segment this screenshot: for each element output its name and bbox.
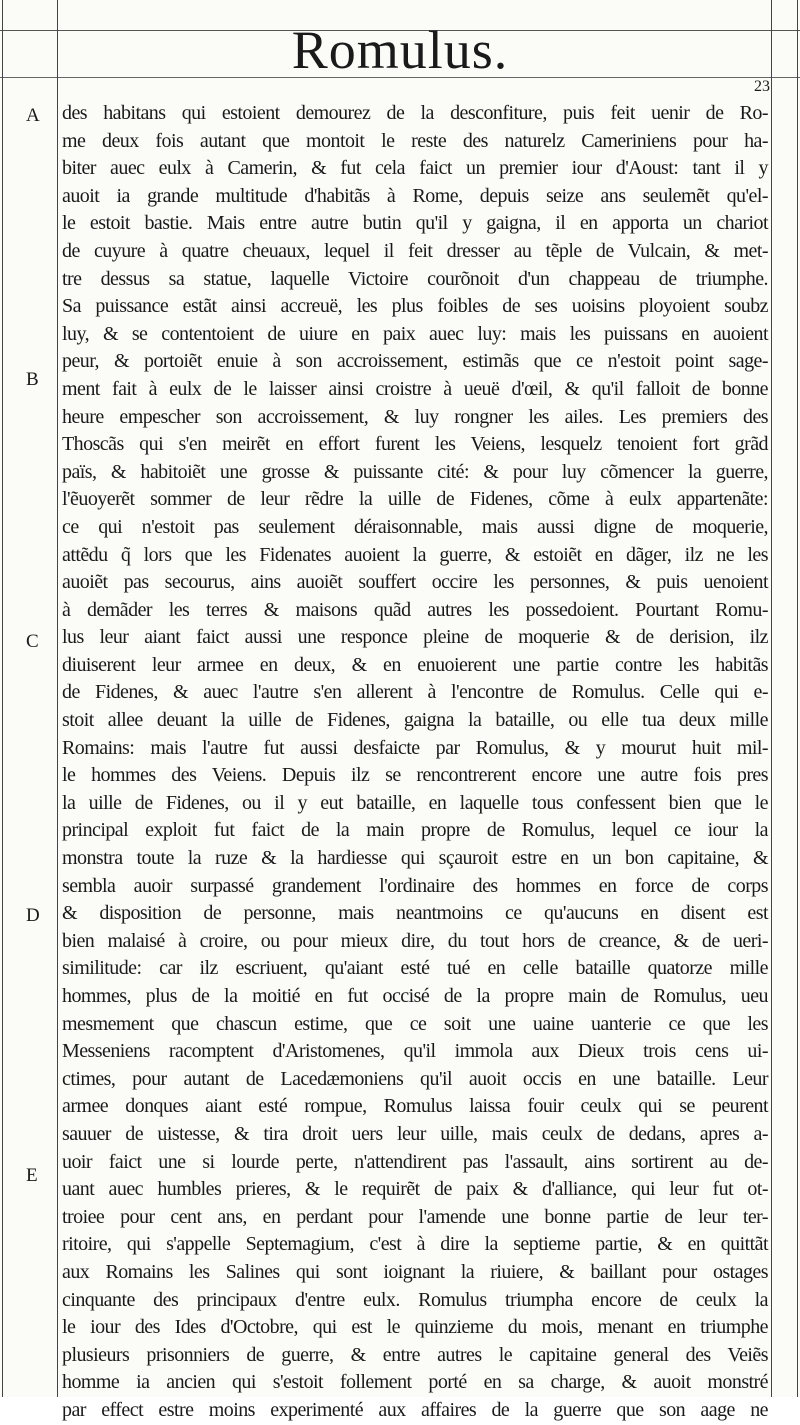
text-line: auoit ia grande multitude d'habitãs à Rome, depuis seize ans seulemẽt qu'el- xyxy=(62,184,768,207)
text-line: à demãder les terres & maisons quãd autres les possedoient. Pourtant Romu- xyxy=(62,598,768,621)
text-line: des habitans qui estoient demourez de la desconfiture, puis feit uenir de Ro- xyxy=(62,102,768,124)
text-line: le iour des Ides d'Octobre, qui est le quinzieme du mois, menant en triumphe xyxy=(62,1316,768,1339)
text-line: uoir faict une si lourde perte, n'attendirent pas l'assault, ains sortirent au de- xyxy=(62,1150,768,1173)
text-line: homme ia ancien qui s'estoit follement porté en sa charge, & auoit monstré xyxy=(62,1371,768,1394)
text-line: aux Romains les Salines qui sont ioignant la riuiere, & baillant pour ostages xyxy=(62,1260,768,1283)
text-line: armee donques aiant esté rompue, Romulus laissa fouir ceulx qui se peurent xyxy=(62,1095,768,1118)
text-line: ce qui n'estoit pas seulement déraisonnable, mais aussi digne de moquerie, xyxy=(62,515,768,538)
text-right-margin-line xyxy=(771,0,772,1397)
text-line: par effect estre moins experimenté aux affaires de la guerre que son aage ne xyxy=(62,1398,768,1421)
right-edge-line xyxy=(797,0,798,1397)
text-line: païs, & habitoiẽt une grosse & puissante cité: & pour luy cõmencer la guerre, xyxy=(62,460,768,483)
text-line: luy, & se contentoient de uiure en paix auec luy: mais les puissans en auoient xyxy=(62,322,768,345)
text-line: attẽdu q̃ lors que les Fidenates auoient la guerre, & estoiẽt en dãger, ilz ne les xyxy=(62,543,768,566)
text-line: ctimes, pour autant de Lacedæmoniens qu'il auoit occis en une bataille. Leur xyxy=(62,1067,768,1090)
text-line: de cuyure à quatre cheuaux, lequel il feit dresser au tẽple de Vulcain, & met- xyxy=(62,239,768,262)
text-line: plusieurs prisonniers de guerre, & entre autres le capitaine general des Veiẽs xyxy=(62,1343,768,1366)
page-number: 23 xyxy=(754,78,770,95)
text-line: mesmement que chascun estime, que ce soit une uaine uanterie ce que les xyxy=(62,1012,768,1035)
text-line: peur, & portoiẽt enuie à son accroissement, estimãs que ce n'estoit point sage- xyxy=(62,350,768,373)
text-line: heure empescher son accroissement, & luy rongner les ailes. Les premiers des xyxy=(62,405,768,428)
text-line: monstra toute la ruze & la hardiesse qui sçauroit estre en un bon capitaine, & xyxy=(62,847,768,870)
margin-marker-e: E xyxy=(26,1165,38,1186)
margin-marker-a: A xyxy=(26,105,40,126)
text-line: l'ẽuoyerẽt sommer de leur rẽdre la uille de Fidenes, cõme à eulx appartenãte: xyxy=(62,488,768,511)
text-line: tre dessus sa statue, laquelle Victoire courõnoit d'un chappeau de triumphe. xyxy=(62,267,768,290)
text-line: lus leur aiant faict aussi une responce pleine de moquerie & de derision, ilz xyxy=(62,626,768,649)
text-line: Sa puissance estãt ainsi accreuë, les plus foibles de ses uoisins ployoient soubz xyxy=(62,295,768,318)
body-text xyxy=(62,100,768,1425)
text-line: diuiserent leur armee en deux, & en enuoierent une partie contre les habitãs xyxy=(62,653,768,676)
margin-marker-b: B xyxy=(26,369,39,390)
text-line: me deux fois autant que montoit le reste des naturelz Cameriniens pour ha- xyxy=(62,129,768,152)
text-line: le estoit bastie. Mais entre autre butin qu'il y gaigna, il en apporta un chariot xyxy=(62,212,768,235)
text-line: Messeniens racomptent d'Aristomenes, qu'il immola aux Dieux trois cens ui- xyxy=(62,1040,768,1063)
text-line: sembla auoir surpassé grandement l'ordinaire des hommes en force de corps xyxy=(62,874,768,897)
text-line: de Fidenes, & auec l'autre s'en allerent à l'encontre de Romulus. Celle qui e- xyxy=(62,681,768,704)
text-line: similitude: car ilz escriuent, qu'aiant esté tué en celle bataille quatorze mille xyxy=(62,957,768,980)
text-line: cinquante des principaux d'entre eulx. Romulus triumpha encore de ceulx la xyxy=(62,1288,768,1311)
text-line: sauuer de uistesse, & tira droit uers leur uille, mais ceulx de dedans, apres a- xyxy=(62,1122,768,1145)
text-line: le hommes des Veiens. Depuis ilz se rencontrerent encore une autre fois pres xyxy=(62,764,768,787)
margin-marker-c: C xyxy=(26,631,39,652)
text-line: & disposition de personne, mais neantmoins ce qu'aucuns en disent est xyxy=(62,902,768,925)
text-line: stoit allee deuant la uille de Fidenes, gaigna la bataille, ou elle tua deux mille xyxy=(62,709,768,732)
text-line: uant auec humbles prieres, & le requirẽt de paix & d'alliance, qui leur fut ot- xyxy=(62,1178,768,1201)
text-line: Romains: mais l'autre fut aussi desfaicte par Romulus, & y mourut huit mil- xyxy=(62,736,768,759)
margin-marker-d: D xyxy=(26,905,40,926)
text-line: hommes, plus de la moitié en fut occisé de la propre main de Romulus, ueu xyxy=(62,985,768,1007)
text-line: auoiẽt pas secourus, ains auoiẽt souffert occire les personnes, & puis uenoient xyxy=(62,571,768,594)
left-edge-line xyxy=(2,0,3,1397)
text-line: biter auec eulx à Camerin, & fut cela faict un premier iour d'Aoust: tant il y xyxy=(62,157,768,180)
text-line: Thoscãs qui s'en meirẽt en effort furent les Veiens, lesquelz tenoient fort grãd xyxy=(62,433,768,456)
text-line: troiee pour cent ans, en perdant pour l'amende une bonne partie de leur ter- xyxy=(62,1205,768,1228)
text-line: principal exploit fut faict de la main propre de Romulus, lequel ce iour la xyxy=(62,819,768,842)
text-line: ment fait à eulx de le laisser ainsi croistre à ueuë d'œil, & qu'il falloit de bonne xyxy=(62,377,768,400)
text-line: la uille de Fidenes, ou il y eut bataille, en laquelle tous confessent bien que le xyxy=(62,791,768,814)
text-left-margin-line xyxy=(57,0,58,1397)
page-title: Romulus. xyxy=(291,20,509,80)
text-line: ritoire, qui s'appelle Septemagium, c'est à dire la septieme partie, & en quittãt xyxy=(62,1233,768,1256)
text-line: bien malaisé à croire, ou pour mieux dire, du tout hors de creance, & de ueri- xyxy=(62,929,768,952)
